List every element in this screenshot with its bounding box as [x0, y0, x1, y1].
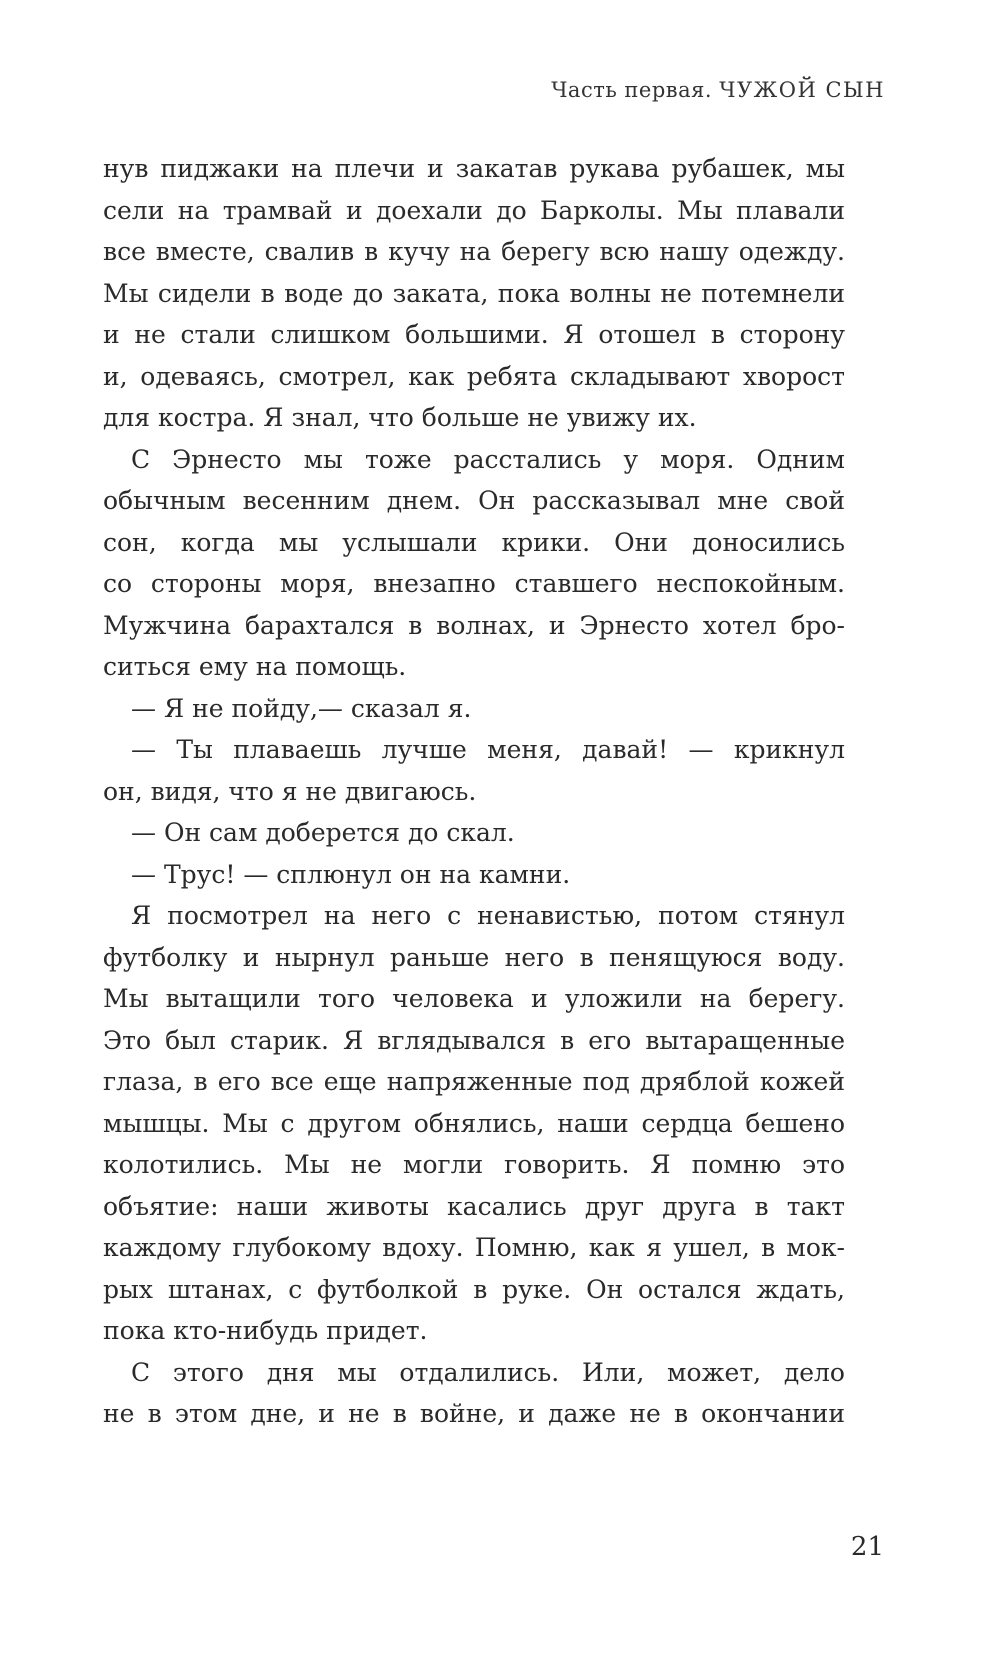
- text-line: колотились. Мы не могли говорить. Я помню это: [103, 1150, 845, 1179]
- text-line: — Трус! — сплюнул он на камни.: [131, 859, 571, 889]
- text-line: Это был старик. Я вглядывался в его вытаращенные: [103, 1025, 845, 1055]
- text-line: Мы вытащили того человека и уложили на берегу.: [103, 984, 845, 1013]
- text-line: не в этом дне, и не в войне, и даже не в окончании: [103, 1399, 845, 1428]
- text-line: С этого дня мы отдалились. Или, может, дело: [131, 1357, 845, 1387]
- text-line: со стороны моря, внезапно ставшего неспокойным.: [103, 569, 845, 598]
- text-line: рых штанах, с футболкой в руке. Он остался ждать,: [103, 1274, 845, 1304]
- text-line: нув пиджаки на плечи и закатав рукава рубашек, мы: [103, 154, 845, 183]
- body-text: [103, 148, 845, 1435]
- text-line: сон, когда мы услышали крики. Они доносились: [103, 527, 845, 557]
- text-line: он, видя, что я не двигаюсь.: [103, 776, 477, 806]
- text-line: и, одеваясь, смотрел, как ребята складывают хворост: [103, 361, 845, 391]
- running-head: [551, 78, 885, 102]
- running-head-title: ЧУЖОЙ СЫН: [719, 78, 885, 102]
- text-line: ситься ему на помощь.: [103, 652, 407, 681]
- text-line: пока кто-нибудь придет.: [103, 1316, 428, 1345]
- text-line: — Он сам доберется до скал.: [131, 818, 515, 847]
- text-line: — Ты плаваешь лучше меня, давай! — крикнул: [131, 735, 845, 764]
- text-line: С Эрнесто мы тоже расстались у моря. Одним: [131, 444, 845, 474]
- text-line: мышцы. Мы с другом обнялись, наши сердца бешено: [103, 1108, 845, 1138]
- text-line: и не стали слишком большими. Я отошел в сторону: [103, 320, 845, 349]
- text-line: все вместе, свалив в кучу на берегу всю нашу одежду.: [103, 237, 845, 266]
- text-line: для костра. Я знал, что больше не увижу их.: [103, 403, 697, 432]
- page-number: 21: [850, 1532, 884, 1562]
- text-line: футболку и нырнул раньше него в пенящуюся воду.: [103, 942, 845, 972]
- text-line: Я посмотрел на него с ненавистью, потом стянул: [131, 901, 845, 930]
- text-line: — Я не пойду,— сказал я.: [131, 693, 472, 723]
- text-line: глаза, в его все еще напряженные под дряблой кожей: [103, 1067, 845, 1096]
- text-line: обычным весенним днем. Он рассказывал мне свой: [103, 486, 845, 515]
- text-line: сели на трамвай и доехали до Барколы. Мы плавали: [103, 195, 845, 225]
- text-line: каждому глубокому вдоху. Помню, как я ушел, в мок-: [103, 1233, 845, 1262]
- text-line: Мы сидели в воде до заката, пока волны не потемнели: [103, 278, 845, 308]
- running-head-part: Часть первая.: [551, 78, 713, 102]
- text-line: Мужчина барахтался в волнах, и Эрнесто хотел бро-: [103, 610, 845, 640]
- text-line: объятие: наши животы касались друг друга в такт: [103, 1191, 845, 1221]
